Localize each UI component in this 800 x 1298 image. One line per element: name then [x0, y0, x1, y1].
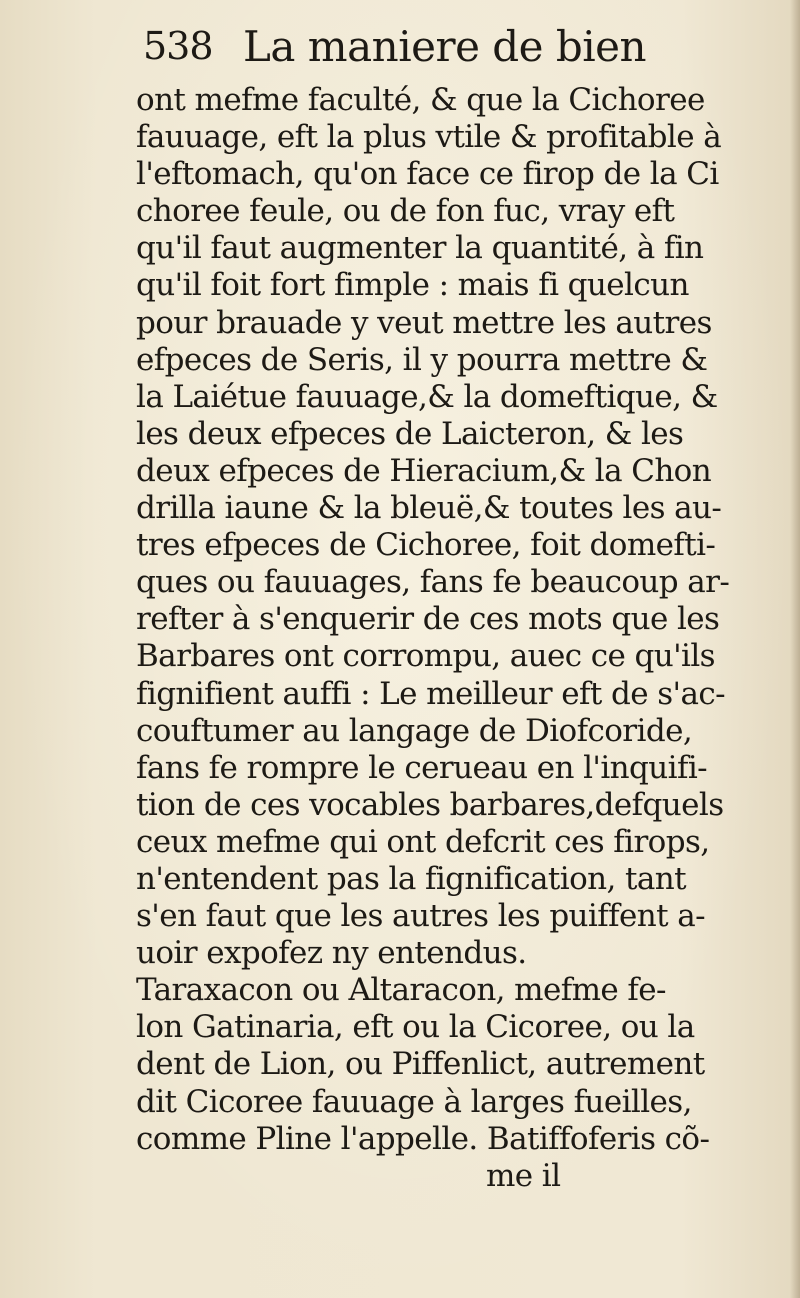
text-line: fignifient auffi : Le meilleur eft de s'ac- [136, 675, 725, 712]
text-line: qu'il faut augmenter la quantité, à fin [136, 230, 704, 267]
text-line: tres efpeces de Cichoree, foit domefti- [136, 527, 716, 564]
text-line: fauuage, eft la plus vtile & profitable à [136, 119, 722, 156]
page-edge-shadow [790, 0, 800, 1298]
text-line: efpeces de Seris, il y pourra mettre & [136, 341, 708, 378]
text-line: refter à s'enquerir de ces mots que les [136, 601, 720, 638]
page-number: 538 [143, 24, 213, 68]
text-line: fans fe rompre le cerueau en l'inquifi- [136, 749, 708, 786]
text-line: lon Gatinaria, eft ou la Cicoree, ou la [136, 1009, 695, 1046]
text-line: la Laiétue fauuage,& la domeftique, & [136, 378, 718, 415]
text-line: uoir expofez ny entendus. [136, 935, 527, 972]
text-line: qu'il foit fort fimple : mais fi quelcun [136, 267, 689, 304]
text-line: couftumer au langage de Diofcoride, [136, 712, 693, 749]
text-line: pour brauade y veut mettre les autres [136, 304, 712, 341]
text-line: l'eftomach, qu'on face ce firop de la Ci [136, 156, 719, 193]
text-line: s'en faut que les autres les puiffent a- [136, 898, 705, 935]
text-line: deux efpeces de Hieracium,& la Chon [136, 452, 712, 489]
text-line: ceux mefme qui ont defcrit ces firops, [136, 823, 710, 860]
text-line: tion de ces vocables barbares,defquels [136, 786, 724, 823]
text-line: Taraxacon ou Altaracon, mefme fe- [136, 972, 666, 1009]
text-line: ont mefme faculté, & que la Cichoree [136, 82, 705, 118]
page-header [143, 20, 703, 78]
text-line: les deux efpeces de Laicteron, & les [136, 415, 684, 452]
text-line: ques ou fauuages, fans fe beaucoup ar- [136, 564, 730, 601]
text-line: comme Pline l'appelle. Batiffoferis cõ- [136, 1120, 710, 1157]
text-line: choree feule, ou de fon fuc, vray eft [136, 193, 675, 230]
text-line: drilla iaune & la bleuë,& toutes les au- [136, 490, 722, 527]
text-line: Barbares ont corrompu, auec ce qu'ils [136, 638, 715, 675]
text-line: me il [486, 1157, 561, 1194]
text-line: dent de Lion, ou Piffenlict, autrement [136, 1046, 705, 1083]
running-title: La maniere de bien [243, 22, 647, 71]
text-line: n'entendent pas la fignification, tant [136, 860, 686, 897]
text-line: dit Cicoree fauuage à larges fueilles, [136, 1083, 692, 1120]
body-text [136, 82, 776, 1195]
